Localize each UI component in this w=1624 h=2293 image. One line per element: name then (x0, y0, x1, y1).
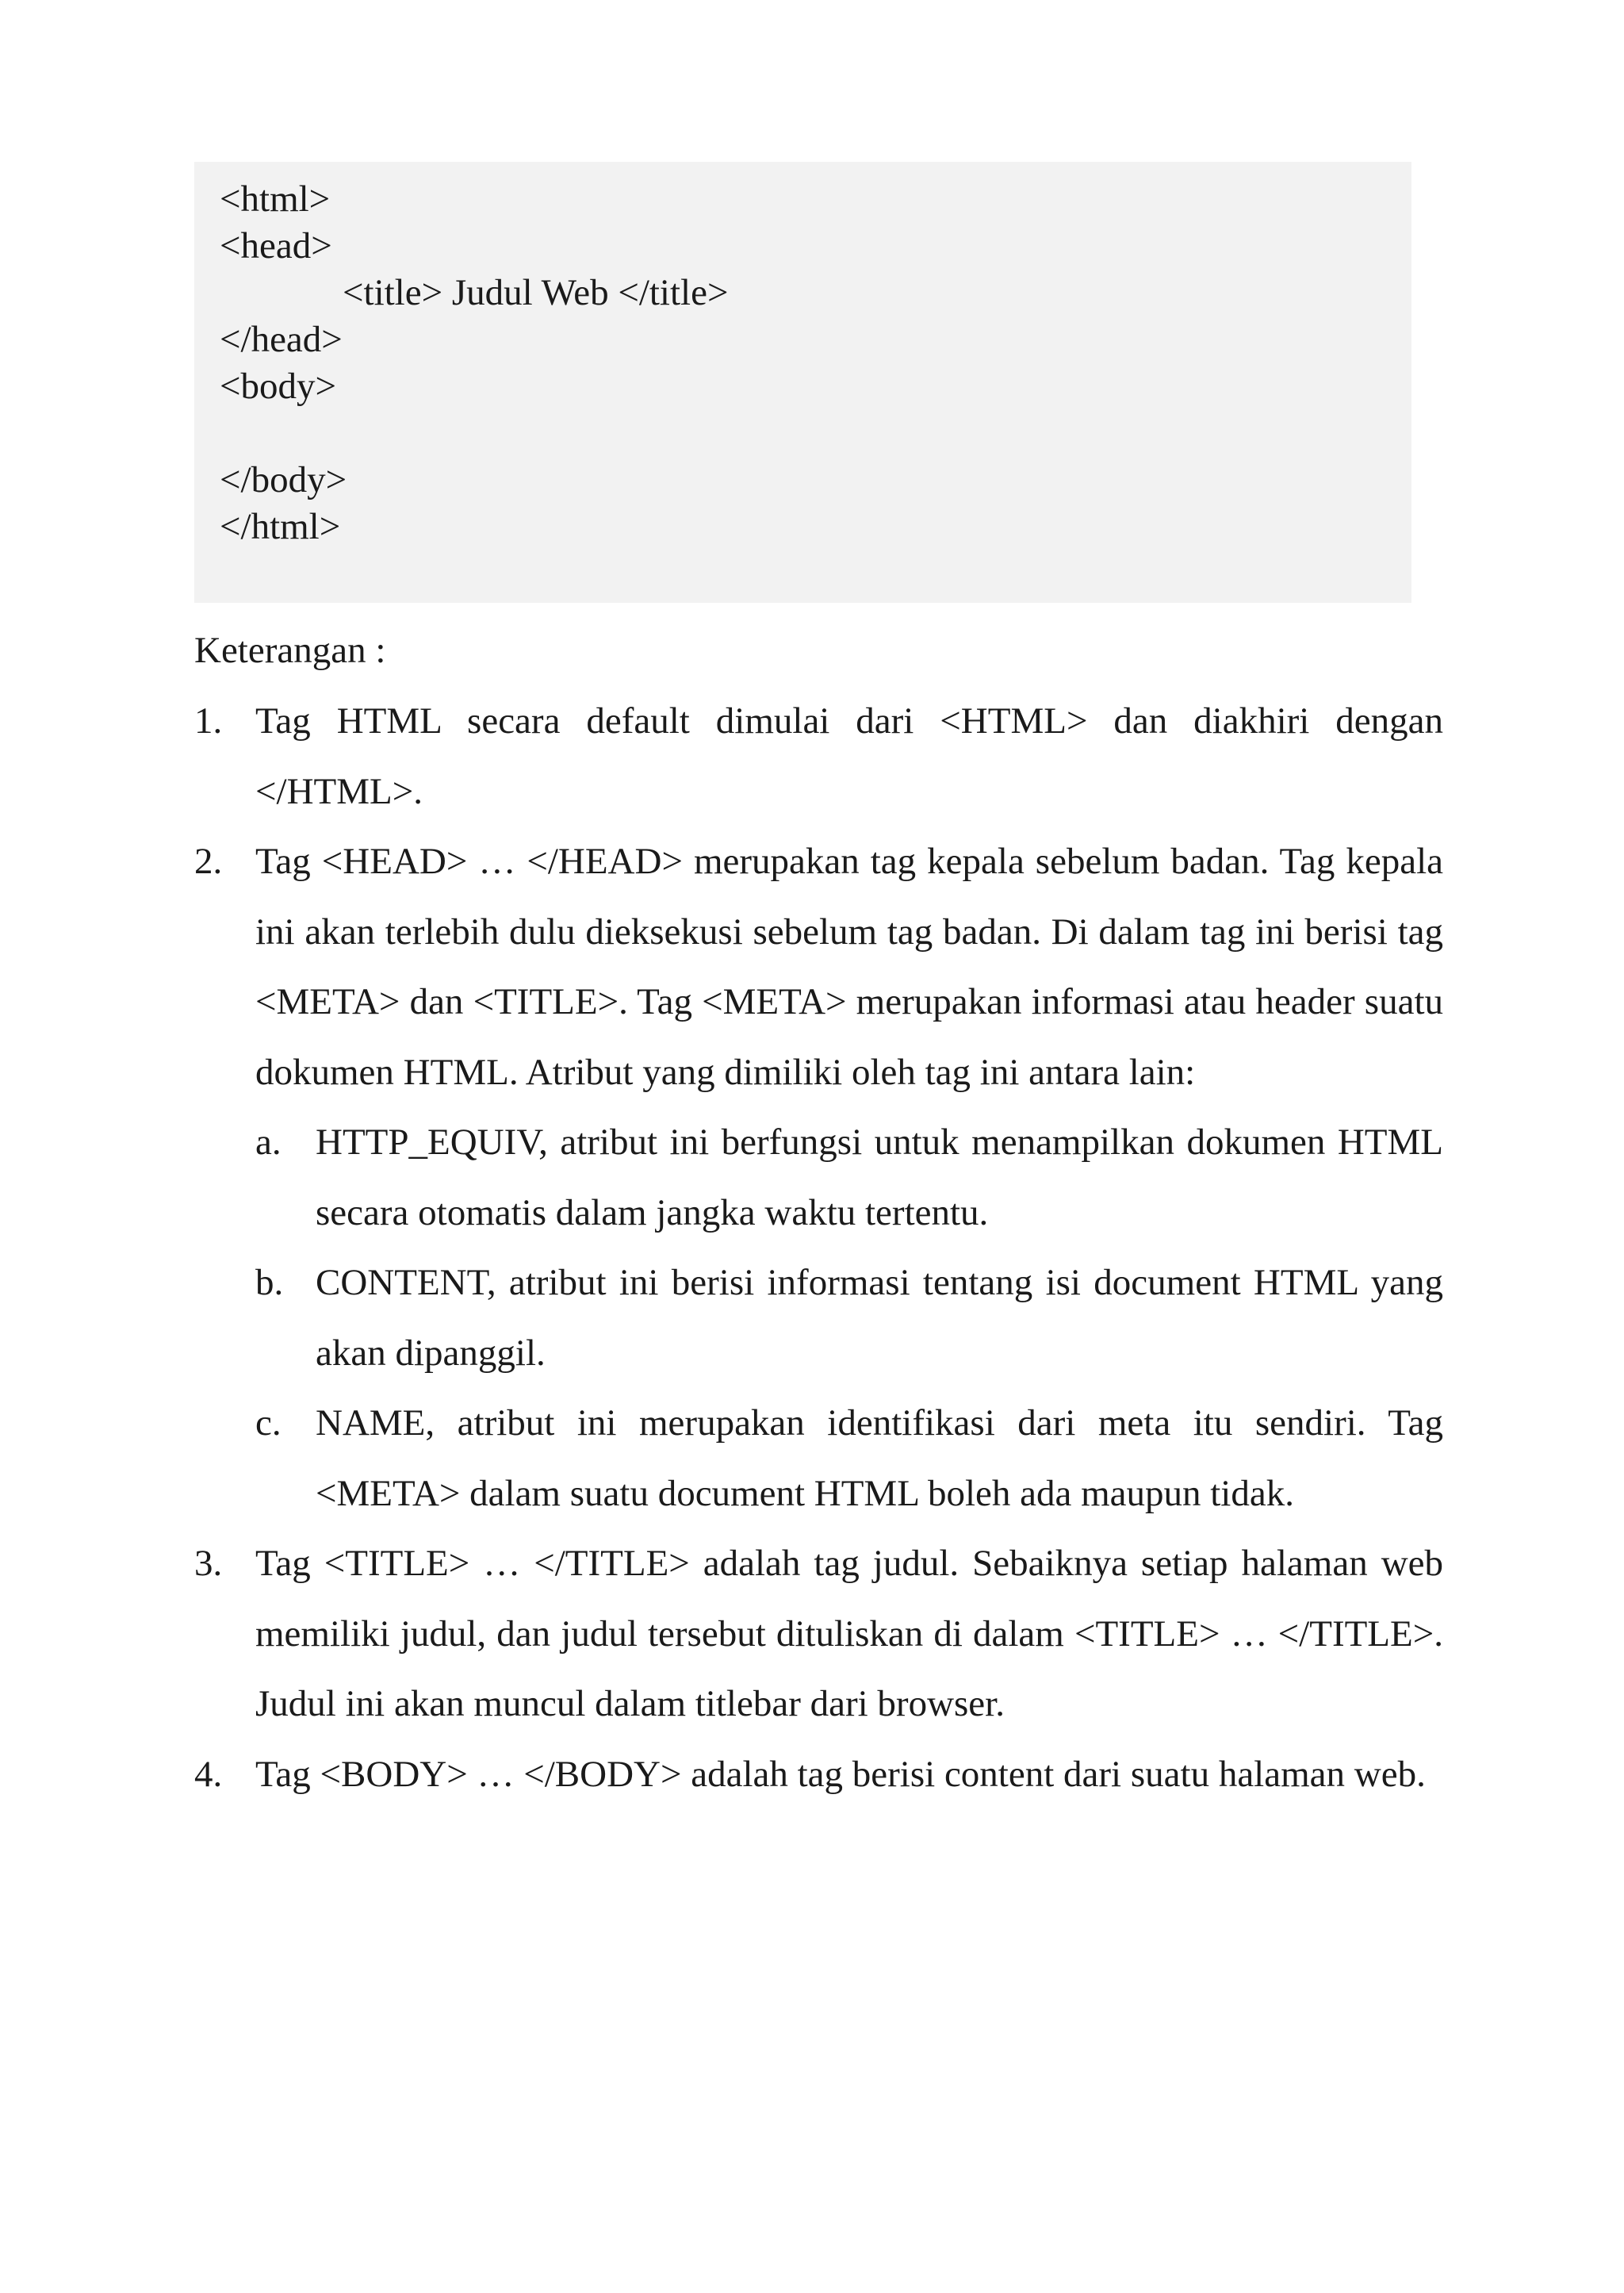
list-number: 4. (194, 1753, 223, 1795)
list-item (194, 826, 1443, 1528)
code-line: </html> (220, 506, 341, 547)
list-text: Tag <TITLE> … </TITLE> adalah tag judul. Sebaiknya setiap halaman web memiliki judul, dan judul tersebut dituliskan di dalam <TITLE> … </TITLE>. Judul ini akan muncul dalam titlebar dari browser. (255, 1543, 1443, 1724)
sub-list-text: NAME, atribut ini merupakan identifikasi dari meta itu sendiri. Tag <META> dalam suatu document HTML boleh ada maupun tidak. (316, 1402, 1443, 1514)
code-line: <html> (220, 178, 331, 220)
code-line: </body> (220, 459, 347, 500)
code-line: <head> (220, 225, 332, 266)
list-number: 2. (194, 841, 223, 882)
list-item (194, 686, 1443, 826)
sub-list-text: HTTP_EQUIV, atribut ini berfungsi untuk menampilkan dokumen HTML secara otomatis dalam jangka waktu tertentu. (316, 1122, 1443, 1233)
list-text: Tag <BODY> … </BODY> adalah tag berisi content dari suatu halaman web. (255, 1753, 1426, 1795)
sub-list-text: CONTENT, atribut ini berisi informasi tentang isi document HTML yang akan dipanggil. (316, 1262, 1443, 1374)
sub-list-item (255, 1248, 1443, 1388)
code-block (194, 162, 1411, 603)
sub-list-letter: a. (255, 1122, 282, 1163)
code-line: </head> (220, 319, 343, 360)
sub-list-item (255, 1388, 1443, 1528)
sub-list-letter: c. (255, 1402, 282, 1444)
code-line: <body> (220, 366, 337, 407)
sub-list-item (255, 1107, 1443, 1248)
list-body (255, 826, 1443, 1528)
list-text: Tag HTML secara default dimulai dari <HTML> dan diakhiri dengan </HTML>. (255, 700, 1443, 812)
numbered-list (194, 686, 1443, 1809)
list-number: 1. (194, 700, 223, 742)
keterangan-heading: Keterangan : (194, 630, 386, 671)
list-number: 3. (194, 1543, 223, 1584)
list-text: Tag <HEAD> … </HEAD> merupakan tag kepala sebelum badan. Tag kepala ini akan terlebih dulu dieksekusi sebelum tag badan. Di dalam tag ini berisi tag <META> dan <TITLE>. Tag <META> merupakan informasi atau header suatu dokumen HTML. Atribut yang dimiliki oleh tag ini antara lain: (255, 841, 1443, 1093)
code-line: <title> Judul Web </title> (343, 272, 729, 313)
list-item (194, 1739, 1443, 1810)
list-item (194, 1528, 1443, 1739)
code-line-blank (220, 410, 1411, 457)
sub-list-letter: b. (255, 1262, 284, 1303)
